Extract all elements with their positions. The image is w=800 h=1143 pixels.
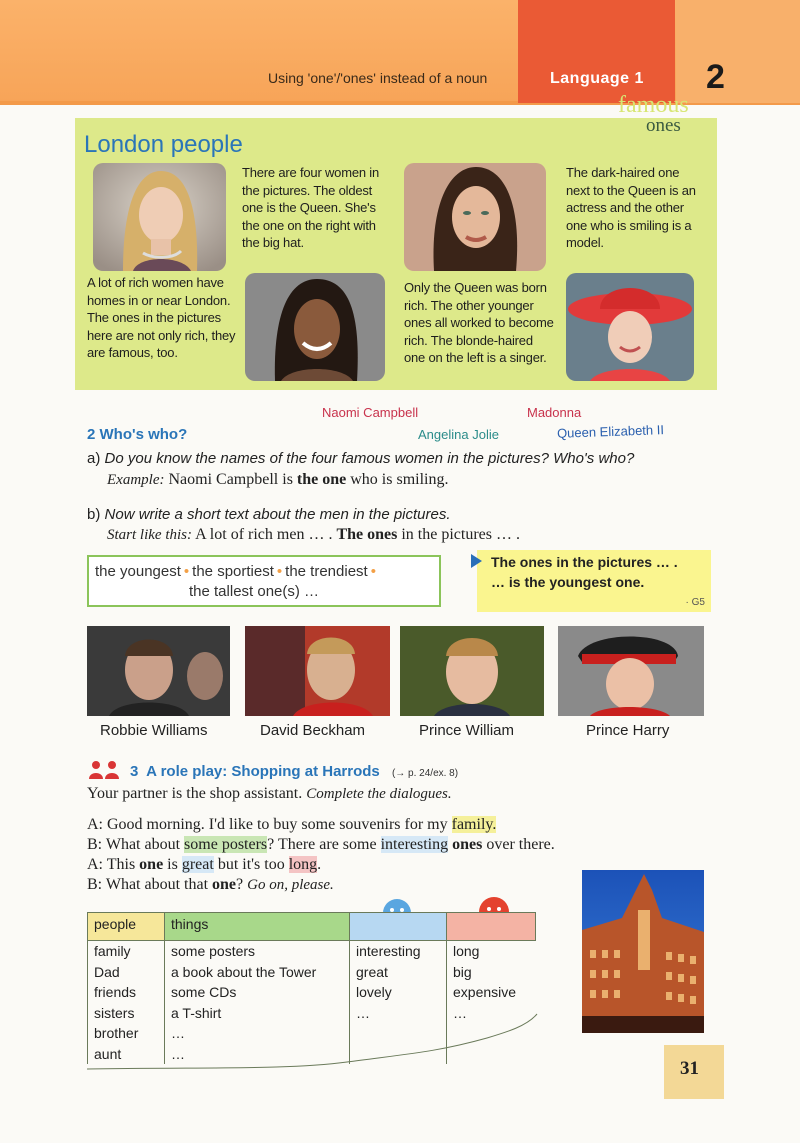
photo-robbie-williams — [87, 626, 230, 716]
dialogue-b1: B: What about some posters? There are some interesting ones over there. — [87, 836, 555, 853]
task-a: a) Do you know the names of the four famous women in the pictures? Who's who? — [87, 450, 635, 467]
table-row: family some posters interesting long — [88, 941, 536, 962]
caption-david-beckham: David Beckham — [260, 722, 366, 739]
task-b-start: Start like this: A lot of rich men … . The ones in the pictures … . — [107, 526, 520, 543]
photo-naomi-campbell — [245, 273, 385, 381]
london-text-1: A lot of rich women have homes in or near London. The ones in the pictures here are not only rich, they are famous, too. — [87, 275, 236, 360]
task-b: b) Now write a short text about the men in the pictures. — [87, 506, 451, 523]
dialogue-a2: A: This one is great but it's too long. — [87, 856, 322, 873]
triangle-icon — [471, 554, 482, 568]
caption-prince-william: Prince William — [419, 722, 515, 739]
header-things: things — [165, 913, 350, 941]
photo-angelina-jolie — [404, 163, 546, 271]
table-row: friends some CDs lovely expensive — [88, 982, 536, 1003]
table-row: brother … — [88, 1023, 536, 1044]
table-row: aunt … — [88, 1044, 536, 1065]
table-row: Dad a book about the Tower great big — [88, 962, 536, 983]
photo-madonna — [93, 163, 226, 271]
header-people: people — [88, 913, 165, 941]
pair-work-icon — [87, 760, 123, 785]
header-positive — [350, 913, 447, 941]
task-a-example: Example: Naomi Campbell is the one who is smiling. — [107, 471, 449, 488]
word-tallest: the tallest one(s) … — [189, 583, 320, 600]
word-sportiest: the sportiest — [192, 563, 274, 580]
photo-prince-william — [400, 626, 544, 716]
table-torn-edge — [87, 1012, 539, 1072]
dialogue-b2: B: What about that one? Go on, please. — [87, 876, 334, 893]
table-row: sisters a T-shirt … … — [88, 1003, 536, 1024]
grammar-ref: · G5 — [685, 597, 705, 608]
section-3-heading: 3 A role play: Shopping at Harrods (→ p. 24/ex. 8) — [130, 763, 459, 780]
photo-prince-harry — [558, 626, 704, 716]
caption-prince-harry: Prince Harry — [586, 722, 670, 739]
london-text-3: Only the Queen was born rich. The other younger ones all worked to become rich. The blonde-haired one on the left is a singer. — [404, 280, 554, 365]
london-text-2: There are four women in the pictures. The oldest one is the Queen. She's the one on the right with the big hat. — [242, 165, 380, 250]
section-3-intro: Your partner is the shop assistant. Complete the dialogues. — [87, 785, 452, 802]
name-madonna: Madonna — [527, 405, 582, 420]
word-box: the youngest • the sportiest • the trendiest • the tallest one(s) … — [87, 555, 441, 607]
photo-queen-elizabeth — [566, 273, 694, 381]
name-naomi-campbell: Naomi Campbell — [322, 405, 419, 420]
section-2-heading: 2 Who's who? — [87, 426, 188, 443]
caption-robbie-williams: Robbie Williams — [100, 722, 208, 739]
language-label: Language 1 — [550, 70, 644, 87]
name-angelina-jolie: Angelina Jolie — [418, 427, 499, 442]
london-people-title: London people — [84, 131, 243, 158]
unit-number: 2 — [706, 58, 725, 96]
section-3-ref: (→ p. 24/ex. 8) — [391, 768, 459, 779]
photo-harrods — [582, 870, 704, 1033]
word-trendiest: the trendiest — [285, 563, 368, 580]
famous-ghost-word: famous — [618, 92, 689, 118]
page-number: 31 — [680, 1058, 699, 1079]
language-tab — [518, 0, 675, 103]
header-topic: Using 'one'/'ones' instead of a noun — [268, 70, 488, 86]
name-queen-elizabeth: Queen Elizabeth II — [556, 422, 665, 441]
dialogue-a1: A: Good morning. I'd like to buy some souvenirs for my family. — [87, 816, 497, 833]
grammar-tip: The ones in the pictures … . … is the youngest one. · G5 — [477, 550, 711, 612]
ones-word: ones — [646, 115, 681, 136]
header-negative — [447, 913, 536, 941]
unit-tab — [676, 0, 800, 103]
london-text-4: The dark-haired one next to the Queen is an actress and the other one who is smiling is a model. — [566, 165, 696, 250]
page-number-tab — [664, 1045, 724, 1099]
word-youngest: the youngest — [95, 563, 181, 580]
photo-david-beckham — [245, 626, 390, 716]
